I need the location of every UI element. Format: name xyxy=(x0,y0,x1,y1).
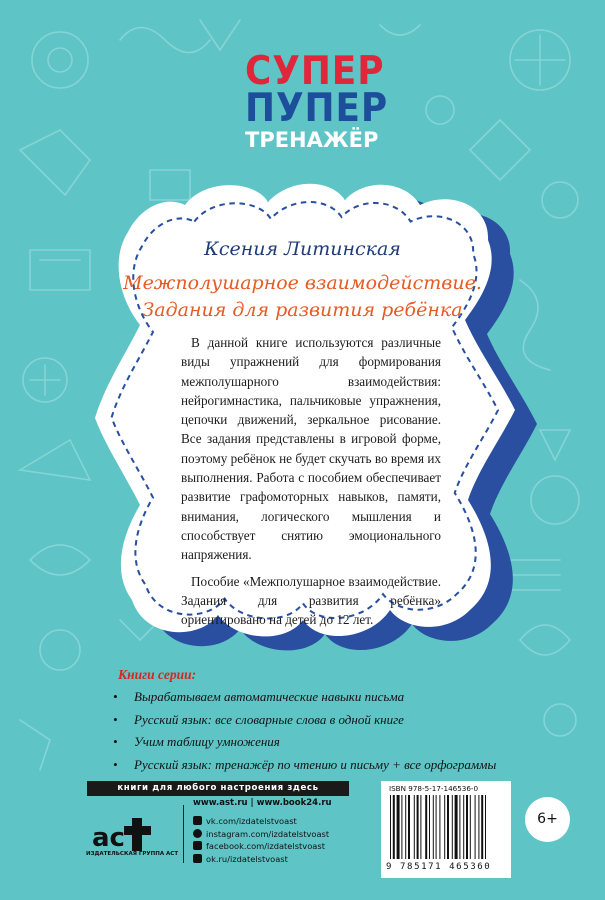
logo-word-trenazher: ТРЕНАЖЁР xyxy=(245,128,379,152)
book-title-line-2: Задания для развития ребёнка xyxy=(142,299,463,321)
book-title xyxy=(100,270,505,324)
series-item xyxy=(113,731,496,754)
barcode xyxy=(386,795,508,861)
social-link-text: ok.ru/izdatelstvoast xyxy=(206,853,288,864)
footer-divider xyxy=(183,805,184,863)
book-description xyxy=(181,333,441,629)
facebook-icon xyxy=(193,841,202,850)
author-name: Ксения Литинская xyxy=(204,238,401,260)
social-link-instagram xyxy=(193,828,329,841)
vk-icon xyxy=(193,816,202,825)
series-item-title: Учим таблицу умножения xyxy=(134,734,280,749)
age-rating-badge: 6+ xyxy=(525,797,570,842)
isbn: ISBN 978-5-17-146536-0 xyxy=(389,784,479,793)
bullet: • xyxy=(113,734,118,749)
svg-text:ac: ac xyxy=(92,823,125,853)
logo-word-super-puper: ПУПЕР xyxy=(245,86,389,131)
series-item xyxy=(113,754,496,777)
social-link-odnoklassniki xyxy=(193,853,329,866)
instagram-icon xyxy=(193,829,202,838)
barcode-number: 9 785171 465360 xyxy=(386,862,492,872)
social-link-text: facebook.com/izdatelstvoast xyxy=(206,841,325,851)
social-links xyxy=(193,815,329,865)
social-link-vk xyxy=(193,815,329,828)
series-list xyxy=(113,686,496,776)
series-item-title: Русский язык: все словарные слова в одной книге xyxy=(134,711,404,727)
series-heading: Книги серии: xyxy=(118,667,197,682)
publisher-websites: www.ast.ru | www.book24.ru xyxy=(193,798,332,808)
bullet: • xyxy=(113,711,118,727)
book-title-line-1: Межполушарное взаимодействие. xyxy=(123,272,482,294)
series-item xyxy=(113,686,496,709)
social-link-text: vk.com/izdatelstvoast xyxy=(206,816,297,826)
bullet: • xyxy=(113,756,118,772)
social-link-text: instagram.com/izdatelstvoast xyxy=(206,828,330,839)
series-item-title: Русский язык: тренажёр по чтению и письму + все орфограммы xyxy=(134,756,497,772)
series-item-title: Вырабатываем автоматические навыки письма xyxy=(134,689,405,704)
description-paragraph-2: Пособие «Межполушарное взаимодействие. Задания для развития ребёнка» ориентировано на детей до 12 лет. xyxy=(181,573,441,628)
tagline-bar: книги для любого настроения здесь xyxy=(87,781,349,796)
publisher-logo xyxy=(84,802,184,872)
odnoklassniki-icon xyxy=(193,854,202,863)
series-item xyxy=(113,709,496,732)
description-paragraph-1: В данной книге используются различные виды упражнений для формирования межполушарного взаимодействия: нейрогимнастика, пальчиковые упражнения, цепочки движений, зеркальное рисование. Все задания представлены в игровой форме, поэтому ребёнок не будет скучать во время их выполнения. Работа с пособием обеспечивает развитие графомоторных навыков, памяти, внимания, логического мышления и способствует снятию эмоционального напряжения. xyxy=(181,335,441,563)
publisher-caption: ИЗДАТЕЛЬСКАЯ ГРУППА АСТ xyxy=(86,851,179,857)
social-link-facebook xyxy=(193,840,329,853)
bullet: • xyxy=(113,689,118,704)
logo-word-super: СУПЕР xyxy=(245,49,385,94)
